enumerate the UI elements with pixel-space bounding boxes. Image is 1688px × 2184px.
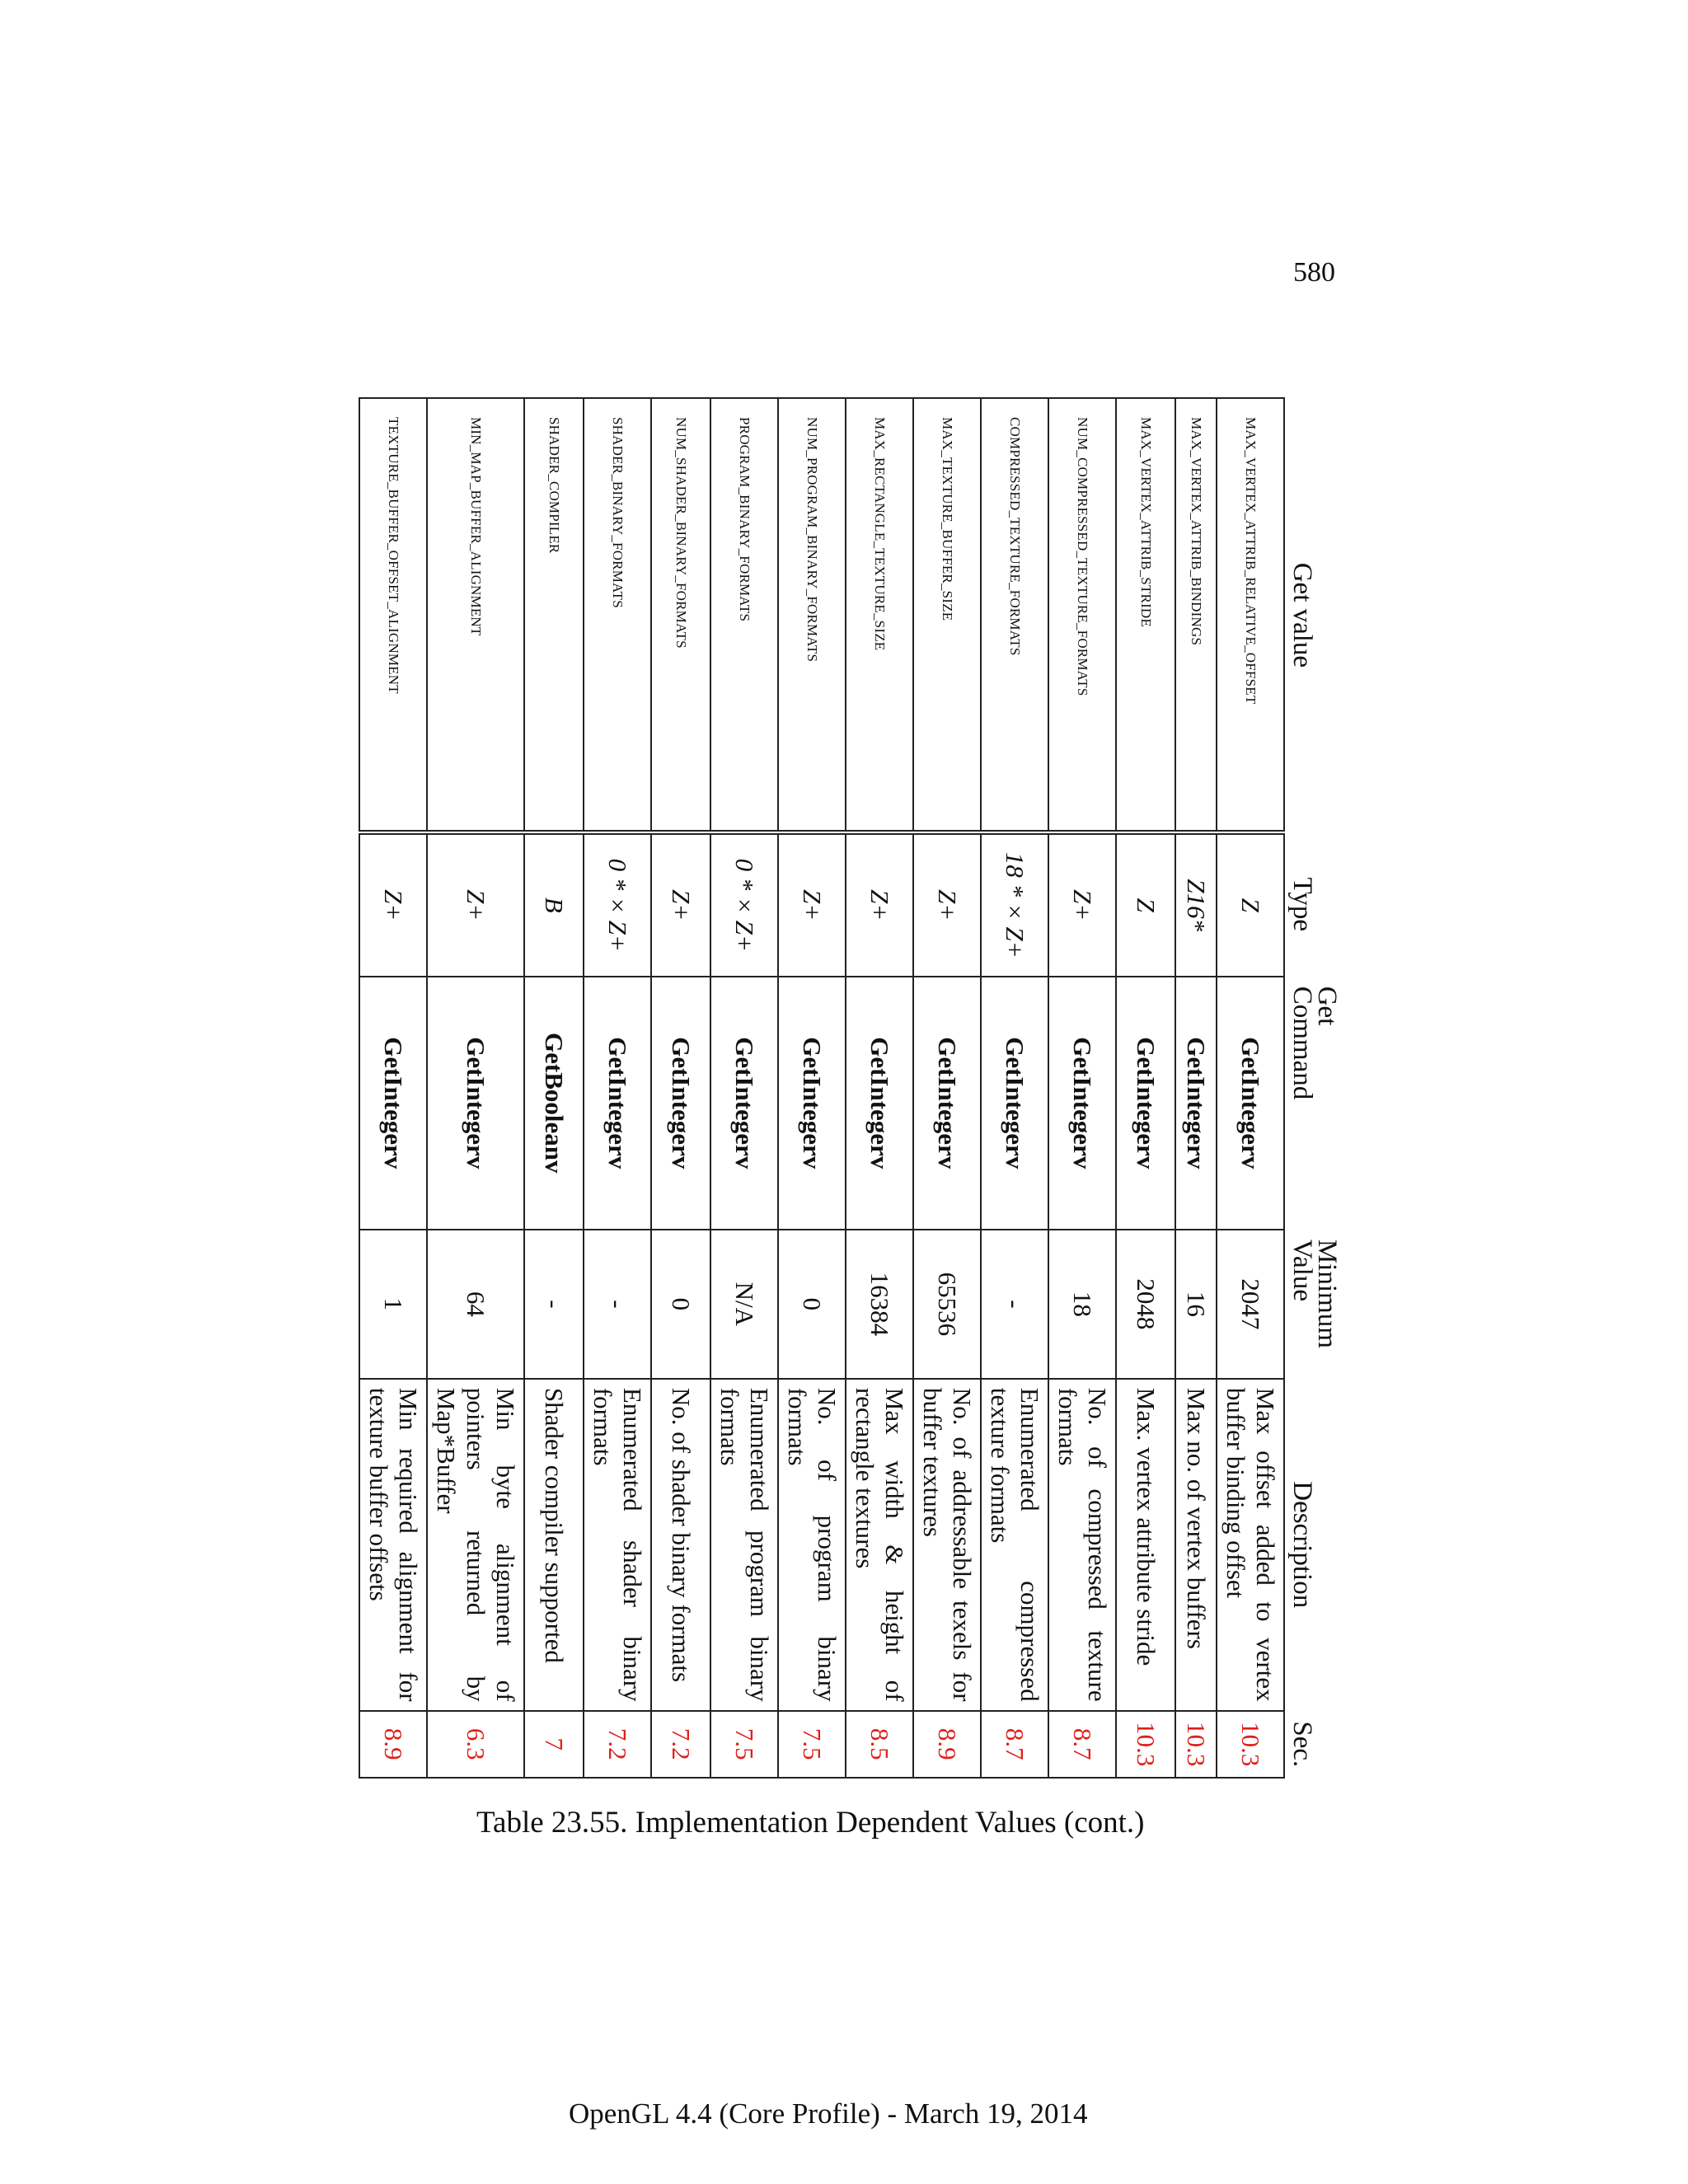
get-value-cell: NUM_COMPRESSED_TEXTURE_FORMATS xyxy=(1048,398,1116,832)
header-get-value: Get value xyxy=(1287,562,1317,668)
minimum-value-cell: 16 xyxy=(1175,1230,1217,1379)
get-command-cell: GetIntegerv xyxy=(584,977,651,1230)
table-row xyxy=(359,398,427,1778)
type-cell: 0 * × Z+ xyxy=(584,832,651,977)
page-number: 580 xyxy=(1293,257,1335,288)
page-footer: OpenGL 4.4 (Core Profile) - March 19, 2014 xyxy=(569,2097,1088,2130)
section-link[interactable]: 7.2 xyxy=(651,1711,710,1778)
section-link[interactable]: 8.9 xyxy=(913,1711,981,1778)
type-cell: Z+ xyxy=(913,832,981,977)
get-command-cell: GetIntegerv xyxy=(913,977,981,1230)
table-row xyxy=(778,398,846,1778)
table-row xyxy=(1048,398,1116,1778)
section-link[interactable]: 7.5 xyxy=(710,1711,778,1778)
get-value-cell: MAX_VERTEX_ATTRIB_RELATIVE_OFFSET xyxy=(1217,398,1284,832)
minimum-value-cell: 2047 xyxy=(1217,1230,1284,1379)
type-cell: Z xyxy=(1217,832,1284,977)
get-command-cell: GetIntegerv xyxy=(1048,977,1116,1230)
get-value-cell: COMPRESSED_TEXTURE_FORMATS xyxy=(981,398,1048,832)
table-row xyxy=(1217,398,1284,1778)
get-command-cell: GetIntegerv xyxy=(1175,977,1217,1230)
minimum-value-cell: 0 xyxy=(651,1230,710,1379)
header-description: Description xyxy=(1287,1481,1317,1609)
section-link[interactable]: 8.7 xyxy=(981,1711,1048,1778)
table-row xyxy=(1116,398,1175,1778)
section-link[interactable]: 7 xyxy=(524,1711,584,1778)
section-link[interactable]: 8.7 xyxy=(1048,1711,1116,1778)
minimum-value-cell: - xyxy=(981,1230,1048,1379)
description-cell: No. of addressable texels for buffer textures xyxy=(913,1379,981,1711)
get-value-cell: PROGRAM_BINARY_FORMATS xyxy=(710,398,778,832)
get-value-cell: NUM_PROGRAM_BINARY_FORMATS xyxy=(778,398,846,832)
section-link[interactable]: 6.3 xyxy=(427,1711,524,1778)
type-cell: Z xyxy=(1116,832,1175,977)
implementation-values-table xyxy=(359,397,1342,1779)
get-value-cell: MAX_VERTEX_ATTRIB_BINDINGS xyxy=(1175,398,1217,832)
get-command-cell: GetIntegerv xyxy=(778,977,846,1230)
type-cell: Z+ xyxy=(846,832,913,977)
table-row xyxy=(981,398,1048,1778)
section-link[interactable]: 10.3 xyxy=(1175,1711,1217,1778)
get-command-cell: GetIntegerv xyxy=(1217,977,1284,1230)
description-cell: Min required alignment for texture buffer offsets xyxy=(359,1379,427,1711)
description-cell: No. of shader binary formats xyxy=(651,1379,710,1711)
header-get-command: Get Command xyxy=(1287,986,1342,1100)
get-value-cell: MAX_RECTANGLE_TEXTURE_SIZE xyxy=(846,398,913,832)
table-row xyxy=(584,398,651,1778)
get-command-cell: GetIntegerv xyxy=(981,977,1048,1230)
table-row xyxy=(846,398,913,1778)
table-row xyxy=(524,398,584,1778)
type-cell: Z+ xyxy=(427,832,524,977)
description-cell: No. of program binary formats xyxy=(778,1379,846,1711)
description-cell: Enumerated compressed texture formats xyxy=(981,1379,1048,1711)
section-link[interactable]: 10.3 xyxy=(1116,1711,1175,1778)
minimum-value-cell: 64 xyxy=(427,1230,524,1379)
get-command-cell: GetBooleanv xyxy=(524,977,584,1230)
type-cell: 0 * × Z+ xyxy=(710,832,778,977)
type-cell: Z16* xyxy=(1175,832,1217,977)
type-cell: Z+ xyxy=(1048,832,1116,977)
section-link[interactable]: 7.2 xyxy=(584,1711,651,1778)
type-cell: Z+ xyxy=(359,832,427,977)
description-cell: Max width & height of rectangle textures xyxy=(846,1379,913,1711)
section-link[interactable]: 7.5 xyxy=(778,1711,846,1778)
get-value-cell: MIN_MAP_BUFFER_ALIGNMENT xyxy=(427,398,524,832)
description-cell: Max. vertex attribute stride xyxy=(1116,1379,1175,1711)
type-cell: Z+ xyxy=(651,832,710,977)
get-value-cell: NUM_SHADER_BINARY_FORMATS xyxy=(651,398,710,832)
description-cell: Enumerated shader binary formats xyxy=(584,1379,651,1711)
get-command-cell: GetIntegerv xyxy=(427,977,524,1230)
header-sec: Sec. xyxy=(1287,1721,1317,1768)
type-cell: B xyxy=(524,832,584,977)
description-cell: Max offset added to vertex buffer binding offset xyxy=(1217,1379,1284,1711)
table-body xyxy=(359,398,1284,1778)
minimum-value-cell: - xyxy=(584,1230,651,1379)
type-cell: Z+ xyxy=(778,832,846,977)
section-link[interactable]: 10.3 xyxy=(1217,1711,1284,1778)
minimum-value-cell: 16384 xyxy=(846,1230,913,1379)
table-caption: Table 23.55. Implementation Dependent Values (cont.) xyxy=(476,1806,1145,1840)
rotated-table-container xyxy=(364,397,1342,1779)
minimum-value-cell: 1 xyxy=(359,1230,427,1379)
table-row xyxy=(710,398,778,1778)
header-minimum-value: Minimum Value xyxy=(1287,1239,1342,1348)
header-type: Type xyxy=(1287,877,1317,932)
get-command-cell: GetIntegerv xyxy=(846,977,913,1230)
description-cell: Enumerated program binary formats xyxy=(710,1379,778,1711)
get-value-cell: MAX_VERTEX_ATTRIB_STRIDE xyxy=(1116,398,1175,832)
table-row xyxy=(913,398,981,1778)
section-link[interactable]: 8.5 xyxy=(846,1711,913,1778)
minimum-value-cell: 2048 xyxy=(1116,1230,1175,1379)
get-command-cell: GetIntegerv xyxy=(359,977,427,1230)
table-row xyxy=(651,398,710,1778)
description-cell: Shader compiler supported xyxy=(524,1379,584,1711)
minimum-value-cell: 65536 xyxy=(913,1230,981,1379)
get-value-cell: MAX_TEXTURE_BUFFER_SIZE xyxy=(913,398,981,832)
get-value-cell: TEXTURE_BUFFER_OFFSET_ALIGNMENT xyxy=(359,398,427,832)
table-row xyxy=(427,398,524,1778)
section-link[interactable]: 8.9 xyxy=(359,1711,427,1778)
get-command-cell: GetIntegerv xyxy=(710,977,778,1230)
minimum-value-cell: 18 xyxy=(1048,1230,1116,1379)
minimum-value-cell: - xyxy=(524,1230,584,1379)
minimum-value-cell: N/A xyxy=(710,1230,778,1379)
table-header-row xyxy=(1284,398,1339,1778)
get-command-cell: GetIntegerv xyxy=(651,977,710,1230)
description-cell: No. of compressed texture formats xyxy=(1048,1379,1116,1711)
get-value-cell: SHADER_COMPILER xyxy=(524,398,584,832)
table-row xyxy=(1175,398,1217,1778)
get-command-cell: GetIntegerv xyxy=(1116,977,1175,1230)
type-cell: 18 * × Z+ xyxy=(981,832,1048,977)
get-value-cell: SHADER_BINARY_FORMATS xyxy=(584,398,651,832)
description-cell: Max no. of vertex buffers xyxy=(1175,1379,1217,1711)
minimum-value-cell: 0 xyxy=(778,1230,846,1379)
description-cell: Min byte alignment of pointers returned by Map*Buffer xyxy=(427,1379,524,1711)
